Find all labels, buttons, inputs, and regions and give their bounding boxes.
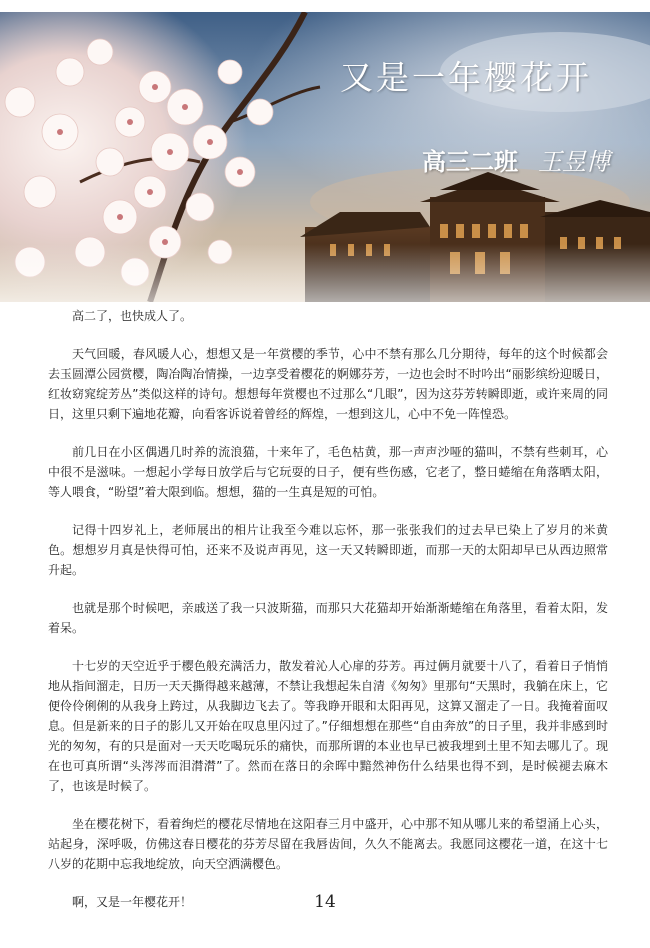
paragraph: 也就是那个时候吧，亲戚送了我一只波斯猫，而那只大花猫却开始渐渐蜷缩在角落里，看着太阳，发着呆。: [48, 601, 608, 635]
header-banner: [0, 12, 650, 302]
paragraph: 前几日在小区偶遇几时养的流浪猫，十来年了，毛色枯黄，那一声声沙哑的猫叫，不禁有些刺耳，心中很不是滋味。一想起小学每日放学后与它玩耍的日子，便有些伤感，它老了，整日蜷缩在角落晒太阳，等人喂食，“盼望”着大限到临。想想，猫的一生真是短的可怕。: [48, 445, 608, 499]
article-title: 又是一年樱花开: [340, 58, 592, 97]
article-body: [48, 306, 608, 920]
paragraph: 十七岁的天空近乎于樱色般充满活力，散发着沁人心扉的芬芳。再过俩月就要十八了，看着日子悄悄地从指间溜走，日历一天天撕得越来越薄，不禁让我想起朱自清《匆匆》里那句“天黑时，我躺在床上，它便伶伶俐俐的从我身上跨过，从我脚边飞去了。等我睁开眼和太阳再见，这算又溜走了一日。我掩着面叹息。但是新来的日子的影儿又开始在叹息里闪过了。”仔细想想在那些“自由奔放”的日子里，我并非感到时光的匆匆，有的只是面对一天天吃喝玩乐的痛快，而那所谓的本业也早已被我埋到土里不知去哪儿了。现在也可真所谓“头涔涔而泪潸潸”了。然而在落日的余晖中黯然神伤什么结果也得不到，是时候褪去麻木了，也该是时候了。: [48, 659, 608, 793]
class-name: 高三二班: [422, 148, 518, 176]
paragraph: 坐在樱花树下，看着绚烂的樱花尽情地在这阳春三月中盛开，心中那不知从哪儿来的希望涌上心头，站起身，深呼吸，仿佛这春日樱花的芬芳尽留在我唇齿间，久久不能离去。我愿同这樱花一道，在这十七八岁的花期中忘我地绽放，向天空洒满樱色。: [48, 817, 608, 871]
paragraph: 高二了，也快成人了。: [72, 309, 193, 323]
page-number: 14: [314, 892, 336, 912]
closing-line: 啊，又是一年樱花开！: [72, 895, 193, 909]
byline: [422, 142, 610, 177]
author-name: 王昱博: [538, 148, 610, 176]
paragraph: 天气回暖，春风暖人心，想想又是一年赏樱的季节，心中不禁有那么几分期待，每年的这个时候都会去玉圆潭公园赏樱，陶冶陶冶情操，一边享受着樱花的婀娜芬芳，一边也会时不时吟出“丽影缤纷迎暖日，红妆窈窕绽芳丛”类似这样的诗句。想想每年赏樱也不过那么“几眼”，因为这芬芳转瞬即逝，或许来周的同日，这里只剩下遍地花瓣，向看客诉说着曾经的辉煌，一想到这儿，心中不免一阵惶恐。: [48, 347, 608, 421]
paragraph: 记得十四岁礼上，老师展出的相片让我至今难以忘怀，那一张张我们的过去早已染上了岁月的米黄色。想想岁月真是快得可怕，还来不及说声再见，这一天又转瞬即逝，而那一天的太阳却早已从西边照常升起。: [48, 523, 608, 577]
